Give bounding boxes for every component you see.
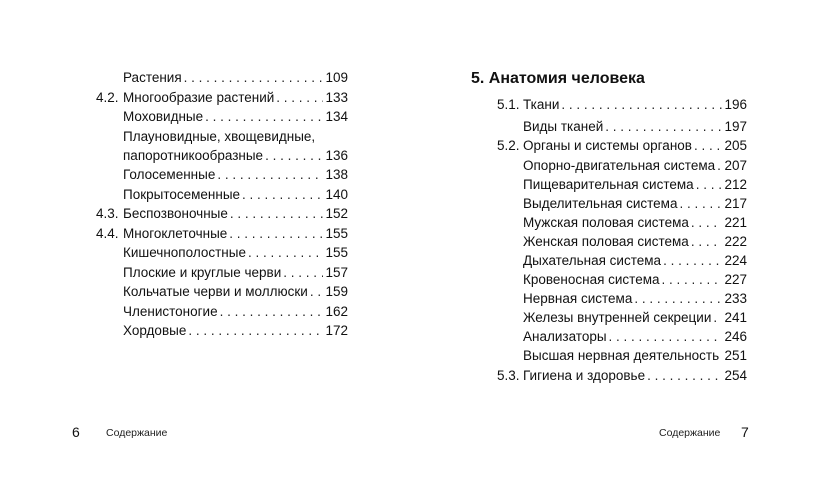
toc-entry[interactable] — [123, 282, 348, 301]
toc-entry[interactable] — [497, 136, 747, 155]
toc-entry[interactable] — [123, 68, 348, 87]
dot-leader — [662, 270, 723, 289]
toc-entry[interactable] — [523, 289, 747, 308]
dot-leader — [220, 302, 324, 321]
toc-entry-title: Нервная система — [523, 291, 633, 306]
toc-entry[interactable] — [523, 156, 747, 175]
running-head: Содержание — [659, 427, 721, 439]
toc-entry-page: 152 — [325, 206, 348, 221]
toc-entry-page: 162 — [325, 304, 348, 319]
toc-entry-title: Многообразие растений — [123, 90, 275, 105]
toc-entry-title: Плоские и круглые черви — [123, 265, 282, 280]
toc-entry-page: 196 — [724, 97, 747, 112]
toc-entry-title: Хордовые — [123, 323, 187, 338]
toc-entry[interactable] — [123, 243, 348, 262]
toc-entry-title: Железы внутренней секреции — [523, 310, 712, 325]
toc-entry-page: 155 — [325, 245, 348, 260]
toc-entry-title: Высшая нервная деятельность — [523, 348, 720, 363]
toc-entry-number: 5.1. — [497, 97, 520, 112]
dot-leader — [217, 165, 323, 184]
toc-entry-number: 4.2. — [96, 90, 119, 105]
dot-leader — [283, 263, 323, 282]
dot-leader — [230, 204, 324, 223]
toc-entry-page: 109 — [325, 70, 348, 85]
toc-entry[interactable] — [523, 194, 747, 213]
dot-leader — [694, 136, 723, 155]
toc-entry-page: 197 — [724, 119, 747, 134]
toc-entry-page: 251 — [724, 348, 747, 363]
toc-entry-page: 227 — [724, 272, 747, 287]
toc-entry-page: 222 — [724, 234, 747, 249]
toc-entry-title: Выделительная система — [523, 196, 678, 211]
toc-entry[interactable] — [123, 107, 348, 126]
toc-entry-page: 205 — [724, 138, 747, 153]
toc-entry-title: Покрытосеменные — [123, 187, 241, 202]
toc-entry-page: 157 — [325, 265, 348, 280]
toc-entry[interactable] — [96, 88, 348, 107]
toc-entry-page: 138 — [325, 167, 348, 182]
toc-entry-title: Моховидные — [123, 109, 204, 124]
toc-entry-page: 133 — [325, 90, 348, 105]
dot-leader — [310, 282, 324, 301]
toc-entry[interactable] — [523, 270, 747, 289]
dot-leader — [184, 68, 324, 87]
toc-entry-title: Ткани — [523, 97, 560, 112]
toc-entry-page: 254 — [724, 368, 747, 383]
toc-entry-title: Анализаторы — [523, 329, 607, 344]
toc-entry[interactable] — [523, 213, 747, 232]
toc-entry[interactable] — [123, 263, 348, 282]
toc-entry-title: Дыхательная система — [523, 253, 662, 268]
toc-entry[interactable] — [123, 321, 348, 340]
toc-entry-title: Органы и системы органов — [523, 138, 692, 153]
toc-entry-page: 241 — [724, 310, 747, 325]
toc-entry-number: 4.4. — [96, 226, 119, 241]
toc-entry-page: 134 — [325, 109, 348, 124]
dot-leader — [242, 185, 323, 204]
toc-entry[interactable] — [523, 251, 747, 270]
toc-entry[interactable] — [523, 175, 747, 194]
dot-leader — [721, 346, 722, 365]
toc-entry-page: 217 — [724, 196, 747, 211]
page-number: 7 — [741, 424, 749, 440]
dot-leader — [696, 175, 723, 194]
toc-entry[interactable] — [96, 204, 348, 223]
toc-entry-number: 5.2. — [497, 138, 520, 153]
running-head: Содержание — [106, 427, 168, 439]
dot-leader — [276, 88, 323, 107]
toc-entry-title: Многоклеточные — [123, 226, 228, 241]
toc-entry-title: папоротникообразные — [123, 148, 264, 163]
chapter-title: 5. Анатомия человека — [471, 70, 645, 87]
toc-entry-page: 212 — [724, 177, 747, 192]
toc-entry-page: 246 — [724, 329, 747, 344]
toc-entry-title: Голосеменные — [123, 167, 216, 182]
toc-entry[interactable] — [96, 224, 348, 243]
dot-leader — [713, 308, 722, 327]
toc-entry-number: 4.3. — [96, 206, 119, 221]
toc-entry-title: Кишечнополостные — [123, 245, 246, 260]
toc-entry-page: 172 — [325, 323, 348, 338]
toc-entry-title: Членистоногие — [123, 304, 218, 319]
right-page — [410, 0, 820, 503]
dot-leader — [679, 194, 722, 213]
dot-leader — [634, 289, 722, 308]
toc-entry[interactable] — [523, 346, 747, 365]
toc-entry[interactable] — [523, 327, 747, 346]
toc-entry[interactable] — [497, 95, 747, 114]
toc-entry-title: Опорно-двигательная система — [523, 158, 716, 173]
toc-entry-title: Женская половая система — [523, 234, 689, 249]
toc-entry[interactable] — [123, 165, 348, 184]
toc-entry-title: Мужская половая система — [523, 215, 689, 230]
toc-entry-title: Кольчатые черви и моллюски — [123, 284, 308, 299]
toc-entry-page: 136 — [325, 148, 348, 163]
toc-entry[interactable] — [497, 366, 747, 385]
dot-leader — [561, 95, 722, 114]
dot-leader — [188, 321, 323, 340]
dot-leader — [691, 232, 723, 251]
toc-entry-title: Гигиена и здоровье — [523, 368, 646, 383]
dot-leader — [647, 366, 722, 385]
toc-entry-page: 221 — [724, 215, 747, 230]
dot-leader — [265, 146, 323, 165]
toc-entry-title: Пищеварительная система — [523, 177, 694, 192]
toc-entry[interactable] — [523, 232, 747, 251]
toc-entry-page: 155 — [325, 226, 348, 241]
toc-entry-page: 224 — [724, 253, 747, 268]
toc-entry-page: 233 — [724, 291, 747, 306]
toc-entry-title: Виды тканей — [523, 119, 604, 134]
toc-entry-page: 207 — [724, 158, 747, 173]
dot-leader — [229, 224, 323, 243]
toc-entry-page: 159 — [325, 284, 348, 299]
dot-leader — [248, 243, 324, 262]
toc-entry-page: 140 — [325, 187, 348, 202]
dot-leader — [691, 213, 723, 232]
dot-leader — [605, 117, 722, 136]
toc-entry[interactable] — [123, 185, 348, 204]
dot-leader — [609, 327, 723, 346]
dot-leader — [205, 107, 323, 126]
toc-entry[interactable] — [123, 302, 348, 321]
dot-leader — [717, 156, 722, 175]
dot-leader — [663, 251, 722, 270]
toc-entry[interactable] — [523, 308, 747, 327]
toc-entry-title: Беспозвоночные — [123, 206, 228, 221]
toc-entry-number: 5.3. — [497, 368, 520, 383]
toc-entry-title-line: Плауновидные, хвощевидные, — [123, 129, 316, 144]
toc-entry[interactable] — [523, 117, 747, 136]
page-number: 6 — [72, 424, 80, 440]
toc-entry-title: Кровеносная система — [523, 272, 660, 287]
toc-entry-title: Растения — [123, 70, 182, 85]
toc-entry[interactable] — [123, 146, 348, 165]
